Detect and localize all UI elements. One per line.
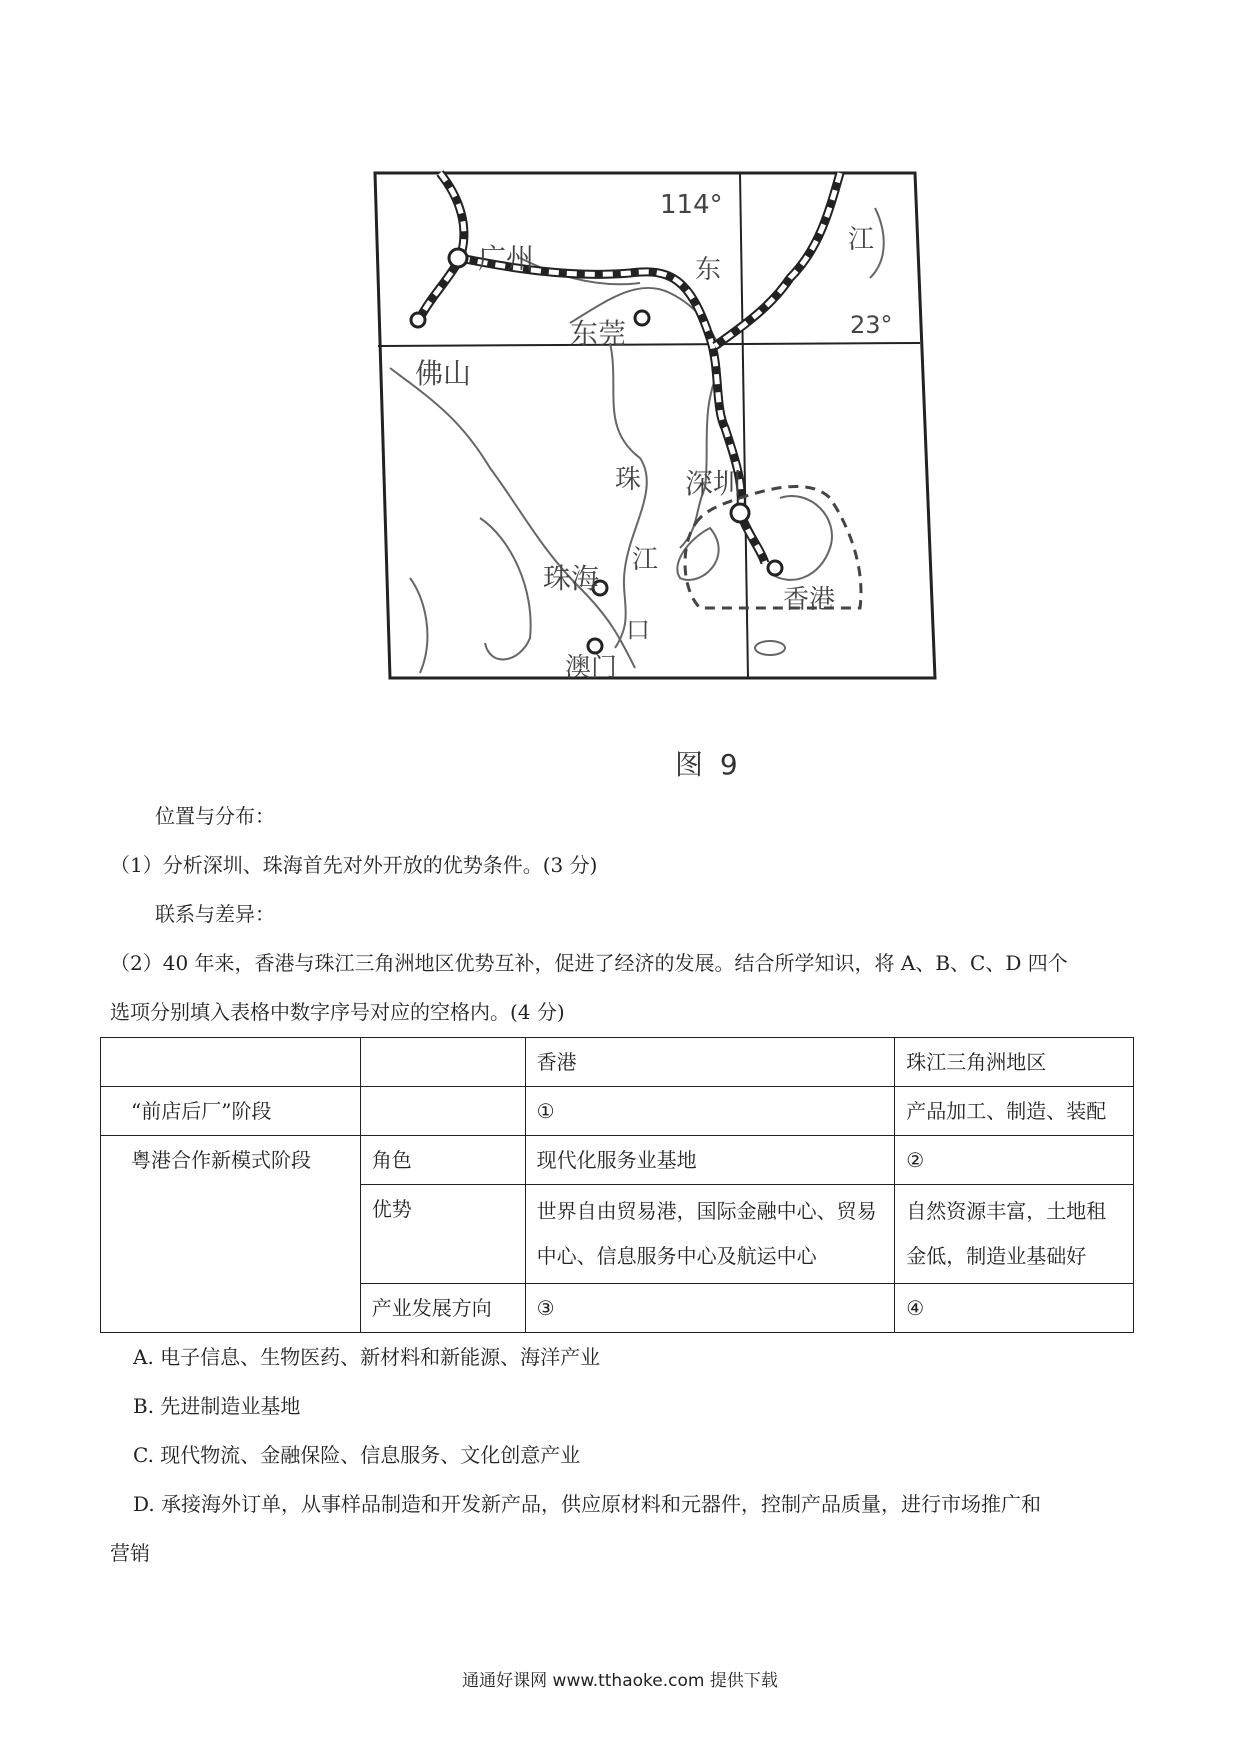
table-header-row — [101, 1038, 1134, 1087]
table-row — [101, 1136, 1134, 1185]
guangzhou-label: 广州 — [478, 242, 535, 275]
island-west — [410, 578, 427, 673]
pearl-river-delta-map — [370, 168, 940, 738]
parallel-23 — [378, 343, 920, 346]
question-2-line-2: 选项分别填入表格中数字序号对应的空格内。(4 分) — [110, 1000, 565, 1024]
blank-3: ③ — [525, 1284, 895, 1333]
pearl-river-label-1: 珠 — [615, 465, 642, 495]
coastline-island — [480, 518, 531, 659]
river-label-east: 江 — [848, 225, 875, 255]
hongkong-marker — [768, 561, 782, 575]
foshan-marker — [411, 313, 425, 327]
pearl-river-estuary — [610, 343, 647, 648]
empty-cell — [360, 1087, 525, 1136]
shenzhen-marker — [731, 504, 749, 522]
longitude-label: 114° — [660, 190, 723, 220]
question-2-line-1: （2）40 年来，香港与珠江三角洲地区优势互补，促进了经济的发展。结合所学知识，将 A、B、C、D 四个 — [110, 951, 1068, 975]
option-d-line-2: 营销 — [110, 1541, 150, 1565]
option-d-line-1: D. 承接海外订单，从事样品制造和开发新产品，供应原材料和元器件，控制产品质量，进行市场推广和 — [133, 1492, 1042, 1516]
latitude-label: 23° — [850, 311, 893, 339]
river-mouth-label: 口 — [626, 616, 650, 644]
meridian-114 — [740, 173, 748, 678]
dongguan-label: 东莞 — [570, 317, 627, 350]
macau-label: 澳门 — [565, 653, 618, 683]
pearl-river-label-2: 江 — [632, 545, 659, 575]
question-1: （1）分析深圳、珠海首先对外开放的优势条件。(3 分) — [110, 853, 598, 877]
blank-1: ① — [525, 1087, 895, 1136]
table-row — [101, 1087, 1134, 1136]
label-advantage: 优势 — [360, 1185, 525, 1284]
figure-caption: 图 9 — [675, 748, 742, 781]
railway-north — [420, 173, 464, 318]
dongguan-marker — [635, 311, 649, 325]
prd-role-stage1: 产品加工、制造、装配 — [895, 1087, 1134, 1136]
label-role: 角色 — [360, 1136, 525, 1185]
east-river-label: 东 — [695, 255, 722, 285]
stage-front-shop-back-factory: “前店后厂”阶段 — [101, 1087, 361, 1136]
hongkong-label: 香港 — [783, 585, 836, 615]
stage-new-cooperation: 粤港合作新模式阶段 — [101, 1136, 361, 1333]
hk-role: 现代化服务业基地 — [525, 1136, 895, 1185]
zhuhai-label: 珠海 — [543, 562, 600, 595]
header-cell-empty-1 — [101, 1038, 361, 1087]
section-heading-relations: 联系与差异： — [155, 902, 275, 926]
small-island — [755, 641, 785, 655]
comparison-table — [100, 1037, 1134, 1333]
foshan-label: 佛山 — [415, 357, 472, 390]
label-industry-direction: 产业发展方向 — [360, 1284, 525, 1333]
lantau-island — [677, 528, 718, 580]
header-cell-empty-2 — [360, 1038, 525, 1087]
header-cell-prd: 珠江三角洲地区 — [895, 1038, 1134, 1087]
guangzhou-marker — [449, 249, 467, 267]
section-heading-location: 位置与分布： — [155, 804, 275, 828]
blank-4: ④ — [895, 1284, 1134, 1333]
macau-marker — [588, 639, 602, 653]
prd-advantage: 自然资源丰富，土地租金低，制造业基础好 — [895, 1185, 1134, 1284]
hk-advantage: 世界自由贸易港，国际金融中心、贸易中心、信息服务中心及航运中心 — [525, 1185, 895, 1284]
option-b: B. 先进制造业基地 — [133, 1394, 301, 1418]
page-footer: 通通好课网 www.tthaoke.com 提供下载 — [462, 1671, 778, 1691]
blank-2: ② — [895, 1136, 1134, 1185]
railway-east — [715, 173, 840, 346]
shenzhen-label: 深圳 — [685, 467, 742, 500]
header-cell-hongkong: 香港 — [525, 1038, 895, 1087]
option-a: A. 电子信息、生物医药、新材料和新能源、海洋产业 — [133, 1345, 601, 1369]
option-c: C. 现代物流、金融保险、信息服务、文化创意产业 — [133, 1443, 581, 1467]
